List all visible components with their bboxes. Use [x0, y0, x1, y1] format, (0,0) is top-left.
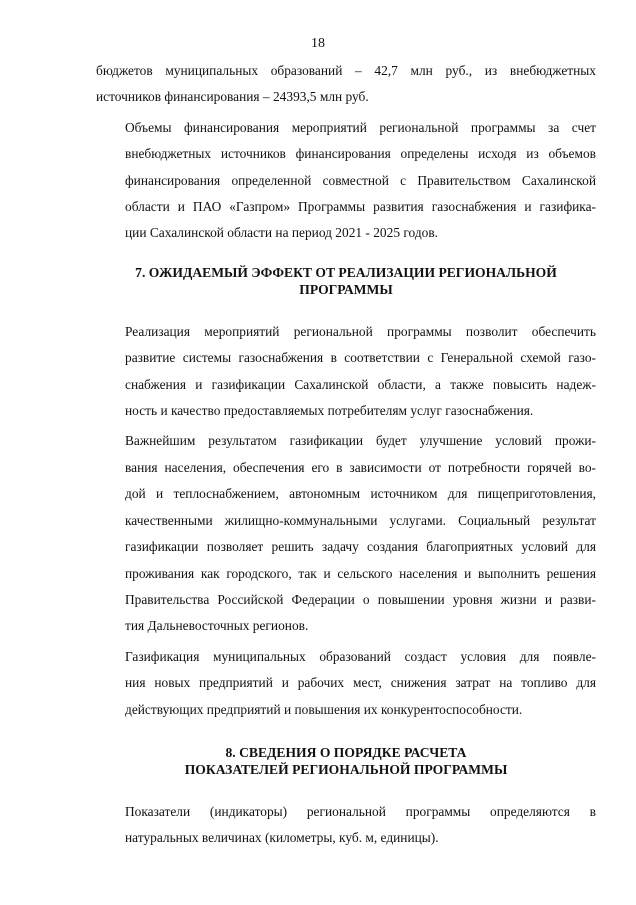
text-line: Важнейшим результатом газификации будет улучшение условий прожи-: [125, 433, 596, 449]
paragraph-municipal-gasification: [96, 644, 596, 723]
paragraph-indicators: [96, 799, 596, 852]
heading-line: 7. ОЖИДАЕМЫЙ ЭФФЕКТ ОТ РЕАЛИЗАЦИИ РЕГИОНАЛЬНОЙ: [135, 264, 557, 280]
paragraph-budget-sources: [96, 58, 596, 111]
text-line: Объемы финансирования мероприятий региональной программы за счет: [125, 119, 596, 135]
text-line: тия Дальневосточных регионов.: [125, 618, 309, 634]
text-line: внебюджетных источников финансирования определены исходя из объемов: [125, 146, 596, 162]
text-line: Показатели (индикаторы) региональной программы определяются в: [125, 803, 596, 819]
text-line: Реализация мероприятий региональной программы позволит обеспечить: [125, 323, 596, 339]
text-line: снабжения и газификации Сахалинской области, а также повысить надеж-: [125, 376, 596, 392]
document-body: [96, 58, 596, 852]
text-line: действующих предприятий и повышения их конкурентоспособности.: [125, 701, 523, 717]
text-line: источников финансирования – 24393,5 млн руб.: [96, 89, 369, 105]
page-number: 18: [311, 36, 325, 51]
text-line: газификации позволяет решить задачу создания благоприятных условий для: [125, 539, 596, 555]
text-line: дой и теплоснабжением, автономным источником для пищеприготовления,: [125, 486, 596, 502]
text-line: ния новых предприятий и рабочих мест, снижения затрат на топливо для: [125, 675, 596, 691]
text-line: области и ПАО «Газпром» Программы развития газоснабжения и газифика-: [125, 199, 596, 215]
paragraph-gas-supply-development: [96, 319, 596, 425]
paragraph-extrabudget-financing: [96, 115, 596, 247]
text-line: финансирования определенной совместной с Правительством Сахалинской: [125, 172, 596, 188]
text-line: проживания как городского, так и сельского населения и выполнить решения: [125, 565, 596, 581]
text-line: Правительства Российской Федерации о повышении уровня жизни и разви-: [125, 591, 596, 607]
text-line: развитие системы газоснабжения в соответствии с Генеральной схемой газо-: [125, 350, 596, 366]
text-line: качественными жилищно-коммунальными услугами. Социальный результат: [125, 512, 596, 528]
text-line: ции Сахалинской области на период 2021 - 2025 годов.: [125, 225, 439, 241]
heading-line: ПОКАЗАТЕЛЕЙ РЕГИОНАЛЬНОЙ ПРОГРАММЫ: [184, 761, 508, 777]
text-line: ность и качество предоставляемых потребителям услуг газоснабжения.: [125, 403, 534, 419]
text-line: бюджетов муниципальных образований – 42,7 млн руб., из внебюджетных: [96, 63, 596, 78]
section-8-heading: [96, 744, 596, 778]
text-line: натуральных величинах (километры, куб. м, единицы).: [125, 830, 439, 846]
text-line: вания населения, обеспечения его в зависимости от потребности горячей во-: [125, 459, 596, 475]
heading-line: ПРОГРАММЫ: [299, 281, 393, 297]
paragraph-gasification-result: [96, 428, 596, 639]
section-7-heading: [96, 264, 596, 298]
text-line: Газификация муниципальных образований создаст условия для появле-: [125, 648, 596, 664]
heading-line: 8. СВЕДЕНИЯ О ПОРЯДКЕ РАСЧЕТА: [225, 744, 467, 760]
